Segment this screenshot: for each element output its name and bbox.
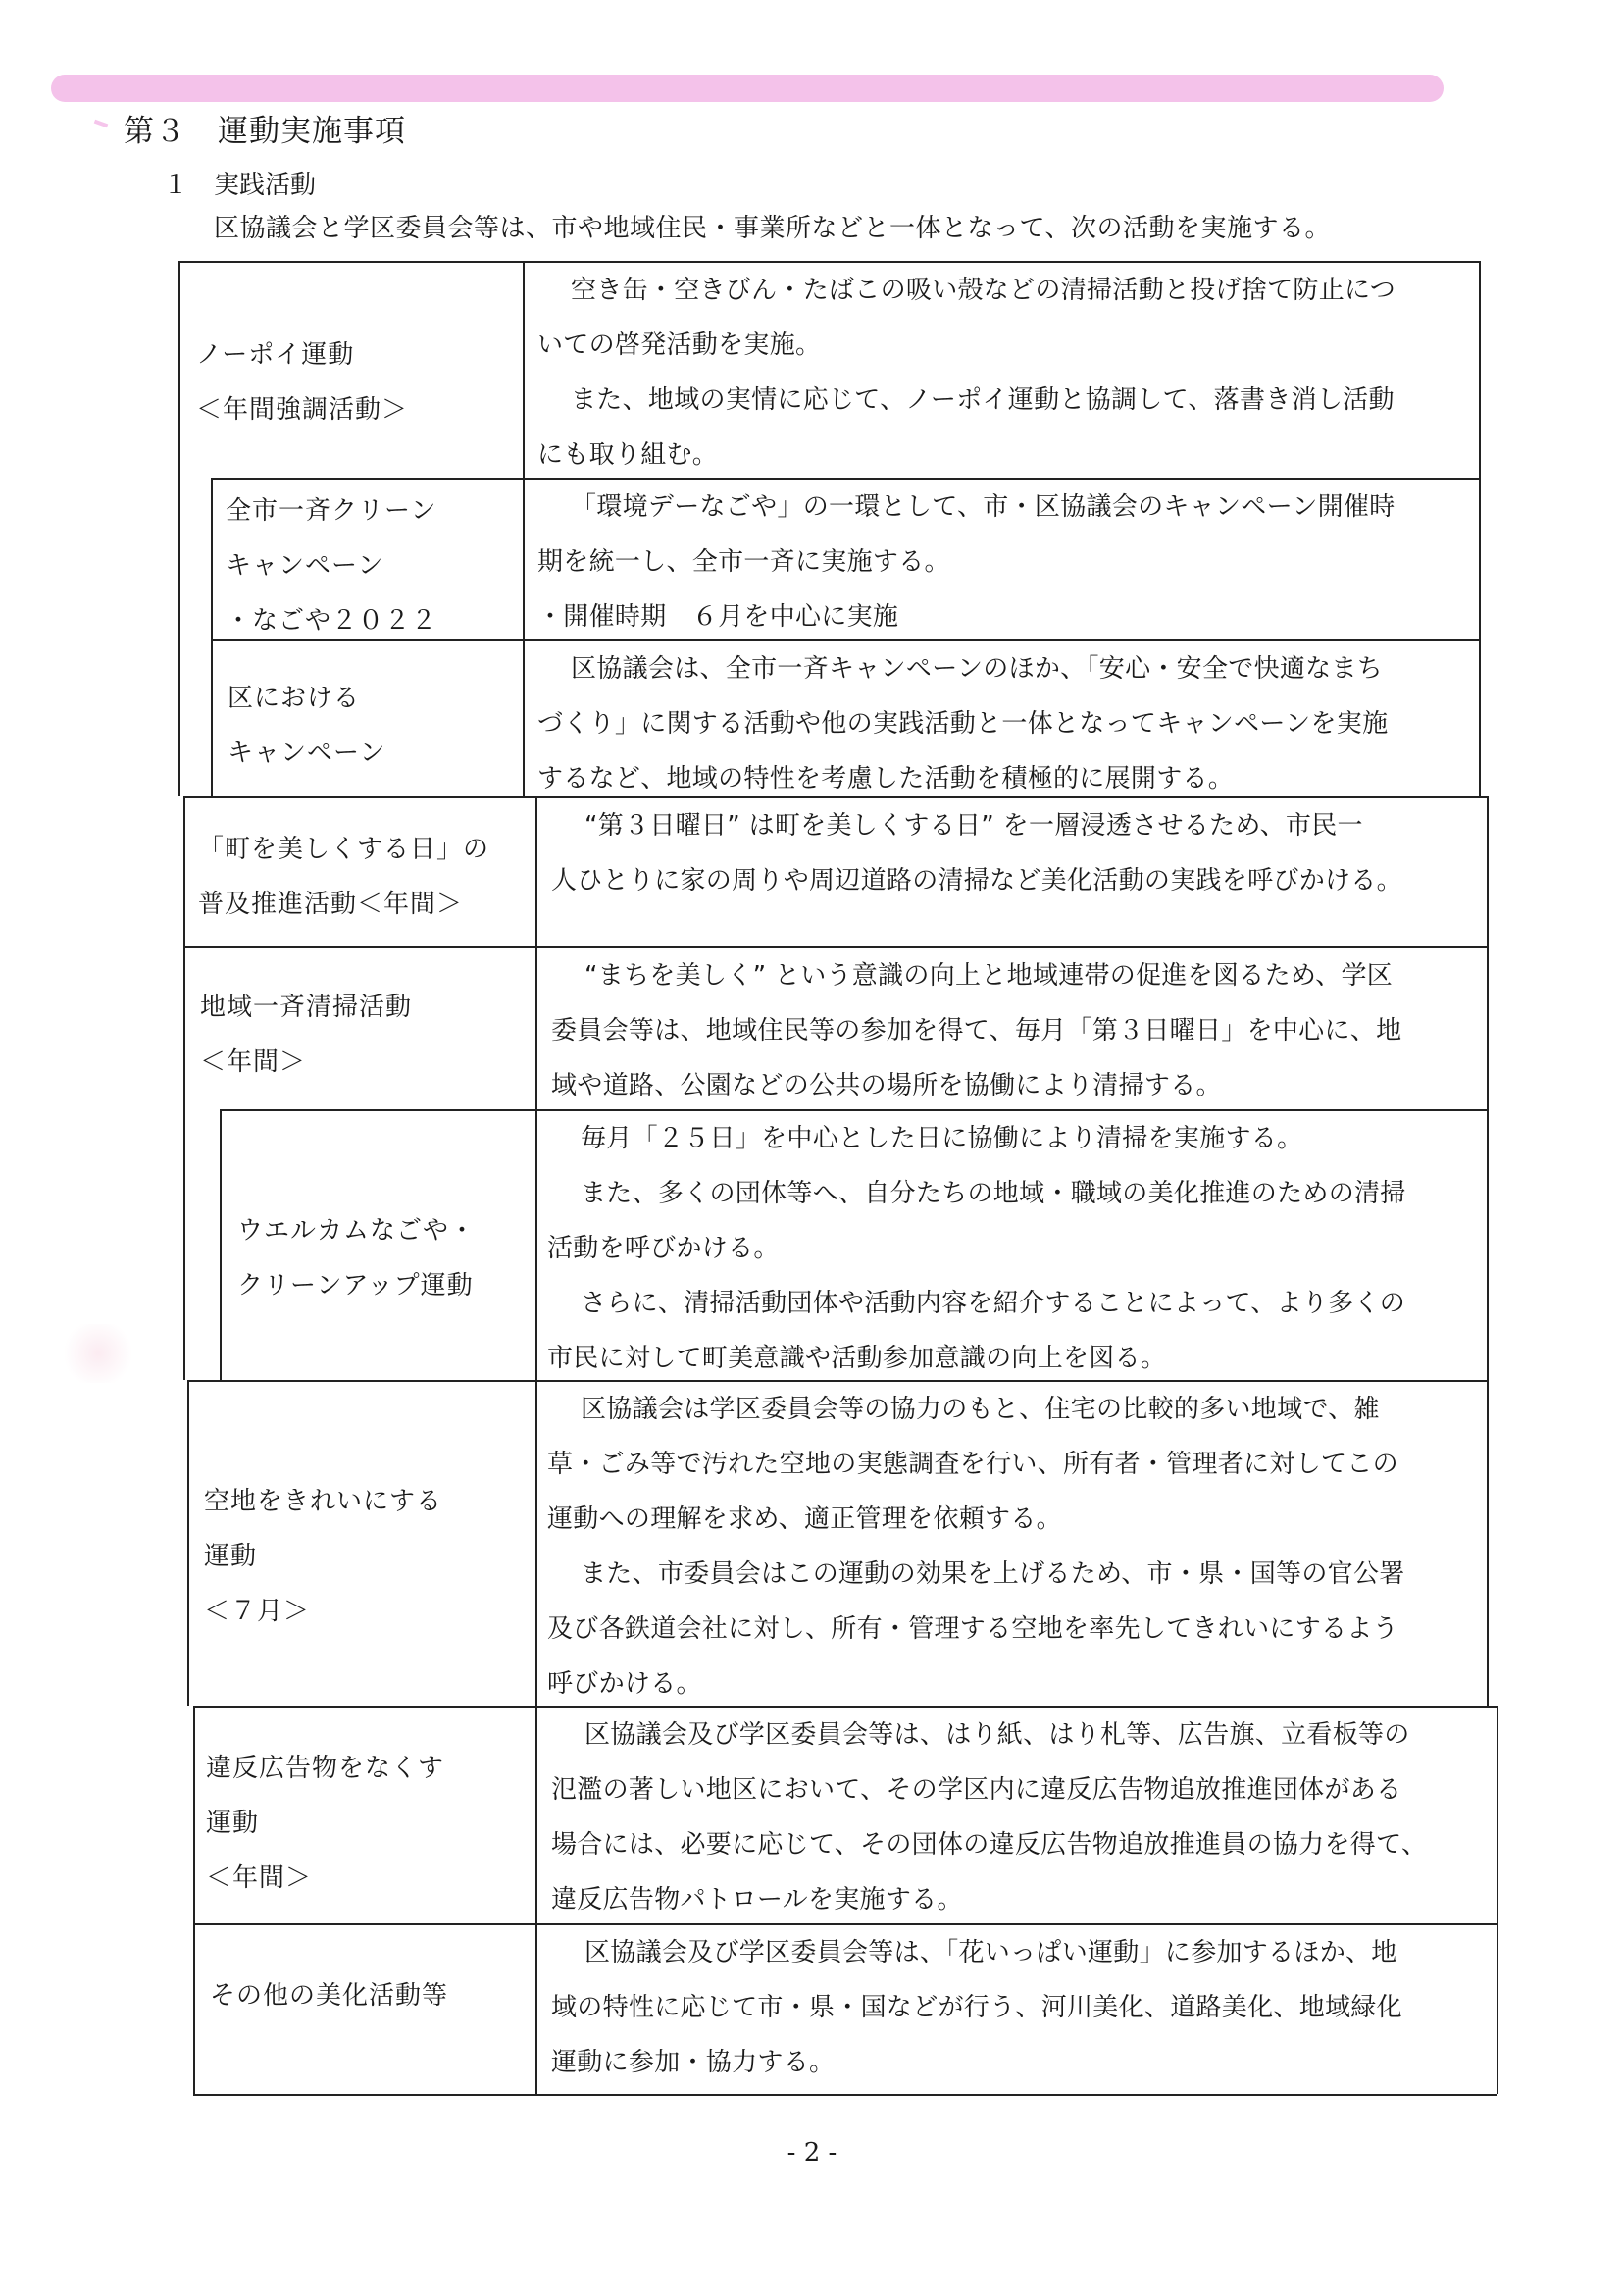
table-rule [220,1109,222,1380]
table-row-label [200,980,528,1090]
label-line: ＜年間強調活動＞ [196,395,409,425]
table-row-label [210,1968,528,2023]
label-line: ＜７月＞ [204,1597,311,1626]
content-line: づくり」に関する活動や他の実践活動と一体となってキャンペーンを実施 [537,709,1389,739]
table-row-label [237,1203,528,1313]
table-row-label [228,671,515,781]
content-line: ・開催時期 ６月を中心に実施 [537,602,899,632]
content-line: 市民に対して町美意識や活動参加意識の向上を図る。 [547,1344,1167,1373]
content-line: 毎月「２５日」を中心とした日に協働により清掃を実施する。 [581,1124,1303,1153]
table-row-label [226,484,515,648]
section-title: 第３ 運動実施事項 [124,114,406,149]
label-line: 違反広告物をなくす [206,1754,445,1783]
table-rule [535,796,537,2094]
table-row-content [547,1111,1481,1386]
label-line: クリーンアップ運動 [237,1271,474,1300]
label-line: その他の美化活動等 [210,1981,449,2011]
content-line: 呼びかける。 [547,1669,702,1699]
content-line: 域の特性に応じて市・県・国などが行う、河川美化、道路美化、地域緑化 [551,1993,1402,2022]
content-line: “第３日曜日” は町を美しくする日” を一層浸透させるため、市民一 [584,811,1363,841]
table-rule [1479,261,1481,796]
table-row-label [204,1474,528,1639]
table-rule [523,261,525,796]
content-line: 区協議会は、全市一斉キャンペーンのほか、「安心・安全で快適なまち [571,654,1384,684]
label-line: ＜年間＞ [206,1863,313,1893]
content-line: また、地域の実情に応じて、ノーポイ運動と協調して、落書き消し活動 [571,385,1395,415]
table-rule [178,478,180,796]
content-line: 草・ごみ等で汚れた空地の実態調査を行い、所有者・管理者に対してこの [547,1450,1398,1479]
table-rule [193,2094,1497,2096]
content-line: また、多くの団体等へ、自分たちの地域・職域の美化推進のための清掃 [581,1179,1406,1208]
table-row-content [551,1925,1491,2090]
intro-paragraph: 区協議会と学区委員会等は、市や地域住民・事業所などと一体となって、次の活動を実施する。 [214,214,1331,243]
label-line: ウエルカムなごや・ [237,1216,477,1246]
table-row-content [551,1708,1491,1927]
label-line: 空地をきれいにする [204,1487,443,1516]
content-line: 区協議会は学区委員会等の協力のもと、住宅の比較的多い地域で、雑 [581,1395,1380,1424]
pink-highlighter-tick [94,120,109,128]
label-line: ・なごや２０２２ [226,606,438,636]
table-rule [183,796,185,1380]
table-row-content [551,798,1481,908]
content-line: するなど、地域の特性を考慮した活動を積極的に展開する。 [537,764,1235,793]
label-line: 全市一斉クリーン [226,496,437,526]
label-line: 「町を美しくする日」の [198,835,490,864]
content-line: 場合には、必要に応じて、その団体の違反広告物追放推進員の協力を得て、 [551,1830,1428,1860]
table-row-content [537,263,1473,483]
content-line: 委員会等は、地域住民等の参加を得て、毎月「第３日曜日」を中心に、地 [551,1016,1402,1045]
faint-stain [59,1324,137,1383]
content-line: にも取り組む。 [537,440,719,470]
table-row-content [537,641,1473,806]
content-line: 人ひとりに家の周りや周辺道路の清掃など美化活動の実践を呼びかける。 [551,866,1402,895]
content-line: 域や道路、公園などの公共の場所を協働により清掃する。 [551,1071,1222,1100]
table-rule [178,261,180,478]
label-line: キャンペーン [228,739,386,768]
table-rule [193,1706,195,2094]
label-line: キャンペーン [226,551,384,581]
table-rule [211,478,213,796]
content-line: 区協議会及び学区委員会等は、「花いっぱい運動」に参加するほか、地 [584,1938,1397,1967]
label-line: 運動 [204,1542,258,1571]
table-rule [187,1380,189,1706]
table-row-content [537,480,1473,644]
content-line: 運動に参加・協力する。 [551,2048,836,2077]
content-line: 及び各鉄道会社に対し、所有・管理する空地を率先してきれいにするよう [547,1614,1398,1644]
content-line: 区協議会及び学区委員会等は、はり紙、はり札等、広告旗、立看板等の [584,1720,1410,1750]
table-row-label [196,328,515,437]
table-row-label [206,1741,528,1906]
label-line: ノーポイ運動 [196,340,355,370]
content-line: さらに、清掃活動団体や活動内容を紹介することによって、より多くの [581,1289,1406,1318]
subsection-title: １ 実践活動 [163,171,317,200]
content-line: 違反広告物パトロールを実施する。 [551,1885,963,1914]
table-rule [1497,1706,1498,2094]
pink-highlighter-mark [51,75,1444,102]
content-line: 空き缶・空きびん・たばこの吸い殻などの清掃活動と投げ捨て防止につ [571,276,1396,305]
content-line: 運動への理解を求め、適正管理を依頼する。 [547,1504,1062,1534]
label-line: 普及推進活動＜年間＞ [198,890,464,919]
label-line: 地域一斉清掃活動 [200,993,413,1022]
table-rule [1487,796,1489,1706]
content-line: 氾濫の著しい地区において、その学区内に違反広告物追放推進団体がある [551,1775,1402,1805]
table-row-content [551,948,1481,1113]
content-line: いての啓発活動を実施。 [537,331,822,360]
content-line: また、市委員会はこの運動の効果を上げるため、市・県・国等の官公署 [581,1559,1405,1589]
label-line: 運動 [206,1809,260,1838]
table-row-label [198,822,528,932]
page-number: - 2 - [787,2138,837,2167]
content-line: “まちを美しく” という意識の向上と地域連帯の促進を図るため、学区 [584,961,1394,991]
label-line: 区における [228,684,361,713]
content-line: 「環境デーなごや」の一環として、市・区協議会のキャンペーン開催時 [571,492,1396,522]
label-line: ＜年間＞ [200,1047,307,1077]
table-row-content [547,1382,1481,1711]
content-line: 活動を呼びかける。 [547,1234,780,1263]
content-line: 期を統一し、全市一斉に実施する。 [537,547,950,577]
